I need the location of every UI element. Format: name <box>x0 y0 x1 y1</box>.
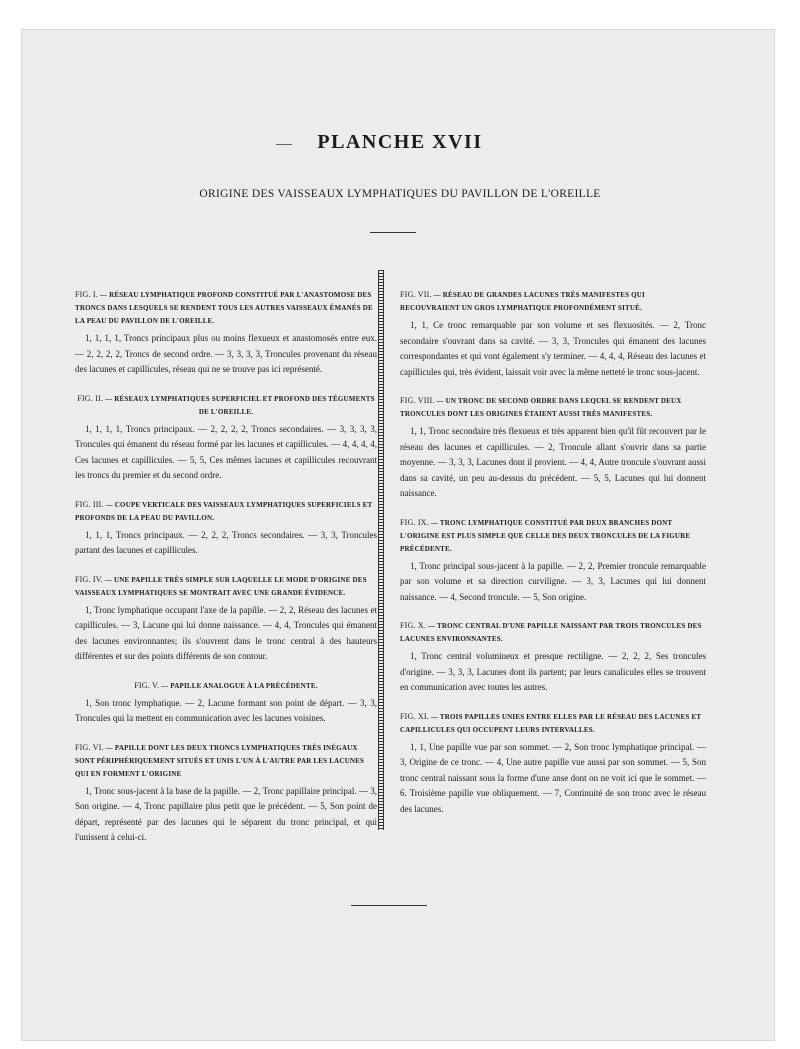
figure-legend: 1, Tronc sous-jacent à la base de la papille. — 2, Tronc papillaire principal. — 3, Son origine. — 4, Tronc papillaire plus petit que le précédent. — 5, Son point de départ, représenté par des lacunes qui le séparent du tronc principal, et qui l'unissent à celui-ci. <box>75 785 377 842</box>
figure-heading-text: — PAPILLE DONT LES DEUX TRONCS LYMPHATIQUES TRÈS INÉGAUX SONT PÉRIPHÉRIQUEMENT SITUÉS ET UNIS L'UN À L'AUTRE PAR LES LACUNES QUI EN FORMENT L'ORIGINE <box>75 743 365 778</box>
figure-heading-text: — TROIS PAPILLES UNIES ENTRE ELLES PAR LE RÉSEAU DES LACUNES ET CAPILLICULES QUI OCCUPENT LEURS INTERVALLES. <box>400 712 702 734</box>
figure-heading-text: — TRONC CENTRAL D'UNE PAPILLE NAISSANT PAR TROIS TRONCULES DES LACUNES ENVIRONNANTES. <box>400 622 702 643</box>
figure-heading-text: — UNE PAPILLE TRÈS SIMPLE SUR LAQUELLE LE MODE D'ORIGINE DES VAISSEAUX LYMPHATIQUES SE MONTRAIT AVEC UNE GRANDE ÉVIDENCE. <box>75 575 367 597</box>
figure-heading <box>75 288 377 328</box>
figure-legend: 1, Son tronc lymphatique. — 2, Lacune formant son point de départ. — 3, 3, Troncules qui la mettent en communication avec les lacunes voisines. <box>75 697 377 723</box>
figure-legend: 1, Tronc central volumineux et presque rectiligne. — 2, 2, 2, Ses troncules d'origine. — 3, 3, 3, Lacunes dont ils partent; par leurs canalicules elles se trouvent en communication avec toutes les autres. <box>400 651 706 692</box>
figure-entry <box>400 619 706 696</box>
figure-legend: 1, 1, Ce tronc remarquable par son volume et ses flexuosités. — 2, Tronc secondaire s'ouvrant dans sa cavité. — 3, 3, Troncules qui émanent des lacunes correspondantes et qui vont également s'y terminer. — 4, 4, 4, Réseau des lacunes et capillicules qui, très évident, laissait voir avec la même netteté le tronc sous-jacent. <box>400 320 706 377</box>
figure-entry <box>75 288 377 378</box>
figure-heading <box>400 288 706 315</box>
figure-legend: 1, 1, 1, 1, Troncs principaux. — 2, 2, 2, 2, Troncs secondaires. — 3, 3, 3, 3, Troncules qui émanent du réseau formé par les lacunes et capillicules. — 4, 4, 4, 4, Ces lacunes et capillicules. — 5, 5, Ces mêmes lacunes et capillicules recouvrant les troncs du premier et du second ordre. <box>75 423 377 480</box>
figure-number: FIG. IX. <box>400 517 429 527</box>
plate-subtitle: ORIGINE DES VAISSEAUX LYMPHATIQUES DU PAVILLON DE L'OREILLE <box>199 188 601 200</box>
figure-heading <box>400 516 706 556</box>
figure-heading-text: — RÉSEAU DE GRANDES LACUNES TRÈS MANIFESTES QUI RECOUVRAIENT UN GROS LYMPHATIQUE PROFONDÉMENT SITUÉ. <box>400 291 645 312</box>
figure-number: FIG. IV. <box>75 574 103 584</box>
figure-number: FIG. VIII. <box>400 396 435 405</box>
figure-entry <box>400 710 706 818</box>
figure-entry <box>75 679 377 727</box>
figure-entry <box>400 516 706 606</box>
right-column <box>400 288 706 831</box>
figure-number: FIG. V. <box>134 680 160 690</box>
figure-heading <box>75 498 377 525</box>
figure-heading-text: — RÉSEAUX LYMPHATIQUES SUPERFICIEL ET PROFOND DES TÉGUMENTS DE L'OREILLE. <box>105 394 375 416</box>
figure-entry <box>400 394 706 502</box>
figure-legend: 1, 1, 1, Troncs principaux. — 2, 2, 2, Troncs secondaires. — 3, 3, Troncules partant des lacunes et capillicules. <box>75 529 377 555</box>
top-rule <box>370 232 416 233</box>
column-divider <box>378 270 384 830</box>
figure-legend: 1, 1, Tronc secondaire très flexueux et très apparent bien qu'il fût recouvert par le réseau des lacunes et capillicules. — 2, Troncule allant s'ouvrir dans sa partie moyenne. — 3, 3, 3, Lacunes dont il provient. — 4, 4, Autre troncule s'ouvrant aussi dans sa cavité, un peu au-dessus du précédent. — 5, 5, Lacunes qui lui donnent naissance. <box>400 426 706 498</box>
left-column <box>75 288 377 860</box>
figure-heading <box>75 392 377 419</box>
figure-number: FIG. I. <box>75 290 98 299</box>
figure-heading-text: — COUPE VERTICALE DES VAISSEAUX LYMPHATIQUES SUPERFICIELS ET PROFONDS DE LA PEAU DU PAVILLON. <box>75 500 373 522</box>
figure-legend: 1, Tronc lymphatique occupant l'axe de la papille. — 2, 2, Réseau des lacunes et capillicules. — 3, Lacune qui lui donne naissance. — 4, 4, Troncules qui émanent des lacunes environnantes; ils s'ouvrent dans le tronc central à des hauteurs différentes et sur des points différents de son contour. <box>75 604 377 661</box>
figure-heading <box>400 619 706 646</box>
figure-number: FIG. II. <box>77 393 104 403</box>
figure-entry <box>75 741 377 846</box>
figure-heading <box>75 679 377 693</box>
bottom-rule <box>351 905 427 906</box>
figure-heading <box>75 741 377 781</box>
figure-legend: 1, 1, Une papille vue par son sommet. — 2, Son tronc lymphatique principal. — 3, Origine de ce tronc. — 4, Une autre papille vue aussi par son sommet. — 5, Son tronc central naissant sous la forme d'une anse dont on ne voit ici que le sommet. — 6. Troisième papille vue obliquement. — 7, Continuité de son tronc avec le réseau des lacunes. <box>400 741 706 814</box>
figure-legend: 1, Tronc principal sous-jacent à la papille. — 2, 2, Premier troncule remarquable par son volume et sa direction curviligne. — 3, 3, Lacunes qui lui donnent naissance. — 4, Second troncule. — 5, Son origine. <box>400 560 706 602</box>
figure-heading-text: — RÉSEAU LYMPHATIQUE PROFOND CONSTITUÉ PAR L'ANASTOMOSE DES TRONCS DANS LESQUELS SE RENDENT TOUS LES AUTRES VAISSEAUX ÉMANÉS DE LA PEAU DU PAVILLON DE L'OREILLE. <box>75 291 373 325</box>
figure-legend: 1, 1, 1, 1, Troncs principaux plus ou moins flexueux et anastomosés entre eux. — 2, 2, 2, 2, Troncs de second ordre. — 3, 3, 3, 3, Troncules provenant du réseau des lacunes et capillicules, réseau qui ne se trouve pas ici représenté. <box>75 333 377 374</box>
figure-heading-text: — PAPILLE ANALOGUE À LA PRÉCÉDENTE. <box>161 681 318 690</box>
figure-heading <box>75 573 377 600</box>
figure-number: FIG. III. <box>75 499 104 509</box>
figure-number: FIG. XI. <box>400 711 429 721</box>
figure-heading-text: — TRONC LYMPHATIQUE CONSTITUÉ PAR DEUX BRANCHES DONT L'ORIGINE EST PLUS SIMPLE QUE CELLE DES DEUX TRONCULES DE LA FIGURE PRÉCÉDENTE. <box>400 518 691 553</box>
figure-number: FIG. X. <box>400 621 427 630</box>
figure-heading <box>400 710 706 737</box>
figure-entry <box>400 288 706 380</box>
figure-entry <box>75 573 377 665</box>
figure-entry <box>75 392 377 484</box>
figure-entry <box>75 498 377 559</box>
plate-title: PLANCHE XVII <box>317 131 483 153</box>
figure-number: FIG. VI. <box>75 742 104 752</box>
figure-heading-text: — UN TRONC DE SECOND ORDRE DANS LEQUEL SE RENDENT DEUX TRONCULES DONT LES ORIGINES ÉTAIENT AUSSI TRÈS MANIFESTES. <box>400 397 682 418</box>
figure-heading <box>400 394 706 421</box>
figure-number: FIG. VII. <box>400 290 432 299</box>
